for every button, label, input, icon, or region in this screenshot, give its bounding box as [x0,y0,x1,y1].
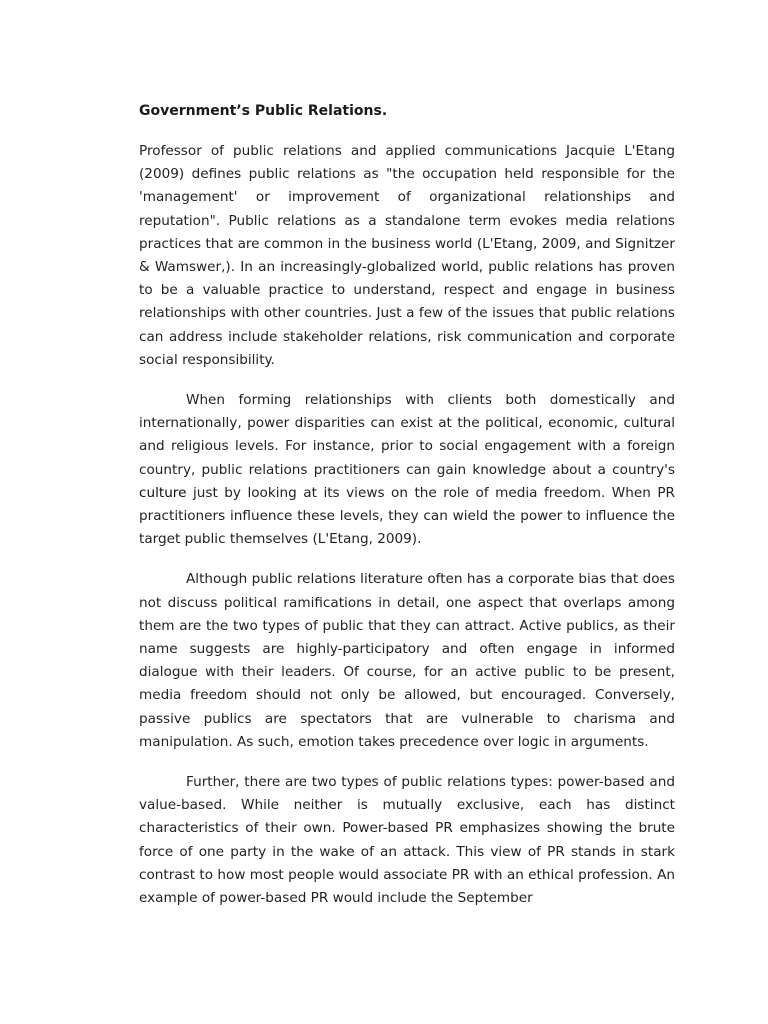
document-body [139,100,675,927]
culture-link[interactable]: culture [139,484,187,501]
paragraph-2-text-after: just by looking at its views on the role of media freedom. When PR practitioners influence these levels, they can wield the power to influence the target public themselves (L'Etang, 2009). [139,484,675,548]
paragraph-1: Professor of public relations and applied communications Jacquie L'Etang (2009) defines public relations as "the occupation held responsible for the 'management' or improvement of organizational relationships and reputation". Public relations as a standalone term evokes media relations practices that are common in the business world (L'Etang, 2009, and Signitzer & Wamswer,). In an increasingly-globalized world, public relations has proven to be a valuable practice to understand, respect and engage in business relationships with other countries. Just a few of the issues that public relations can address include stakeholder relations, risk communication and corporate social responsibility. [139,143,675,368]
paragraph-2-text-before: When forming relationships with clients both domestically and internationally, power disparities can exist at the political, economic, cultural and religious levels. For instance, prior to social engagement with a foreign country, public relations practitioners can gain knowledge about a country's [139,392,675,478]
paragraph-3: Although public relations literature often has a corporate bias that does not discuss political ramifications in detail, one aspect that overlaps among them are the two types of public that they can attract. Active publics, as their name suggests are highly-participatory and often engage in informed dialogue with their leaders. Of course, for an active public to be present, media freedom should not only be allowed, but encouraged. Conversely, passive publics are spectators that are vulnerable to charisma and manipulation. As such, emotion takes precedence over logic in arguments. [139,571,675,750]
paragraph-4: Further, there are two types of public relations types: power-based and value-based. While neither is mutually exclusive, each has distinct characteristics of their own. Power-based PR emphasizes showing the brute force of one party in the wake of an attack. This view of PR stands in stark contrast to how most people would associate PR with an ethical profession. An example of power-based PR would include the September [139,774,675,907]
paragraph-2 [139,389,675,551]
document-title: Government’s Public Relations. [139,103,388,119]
